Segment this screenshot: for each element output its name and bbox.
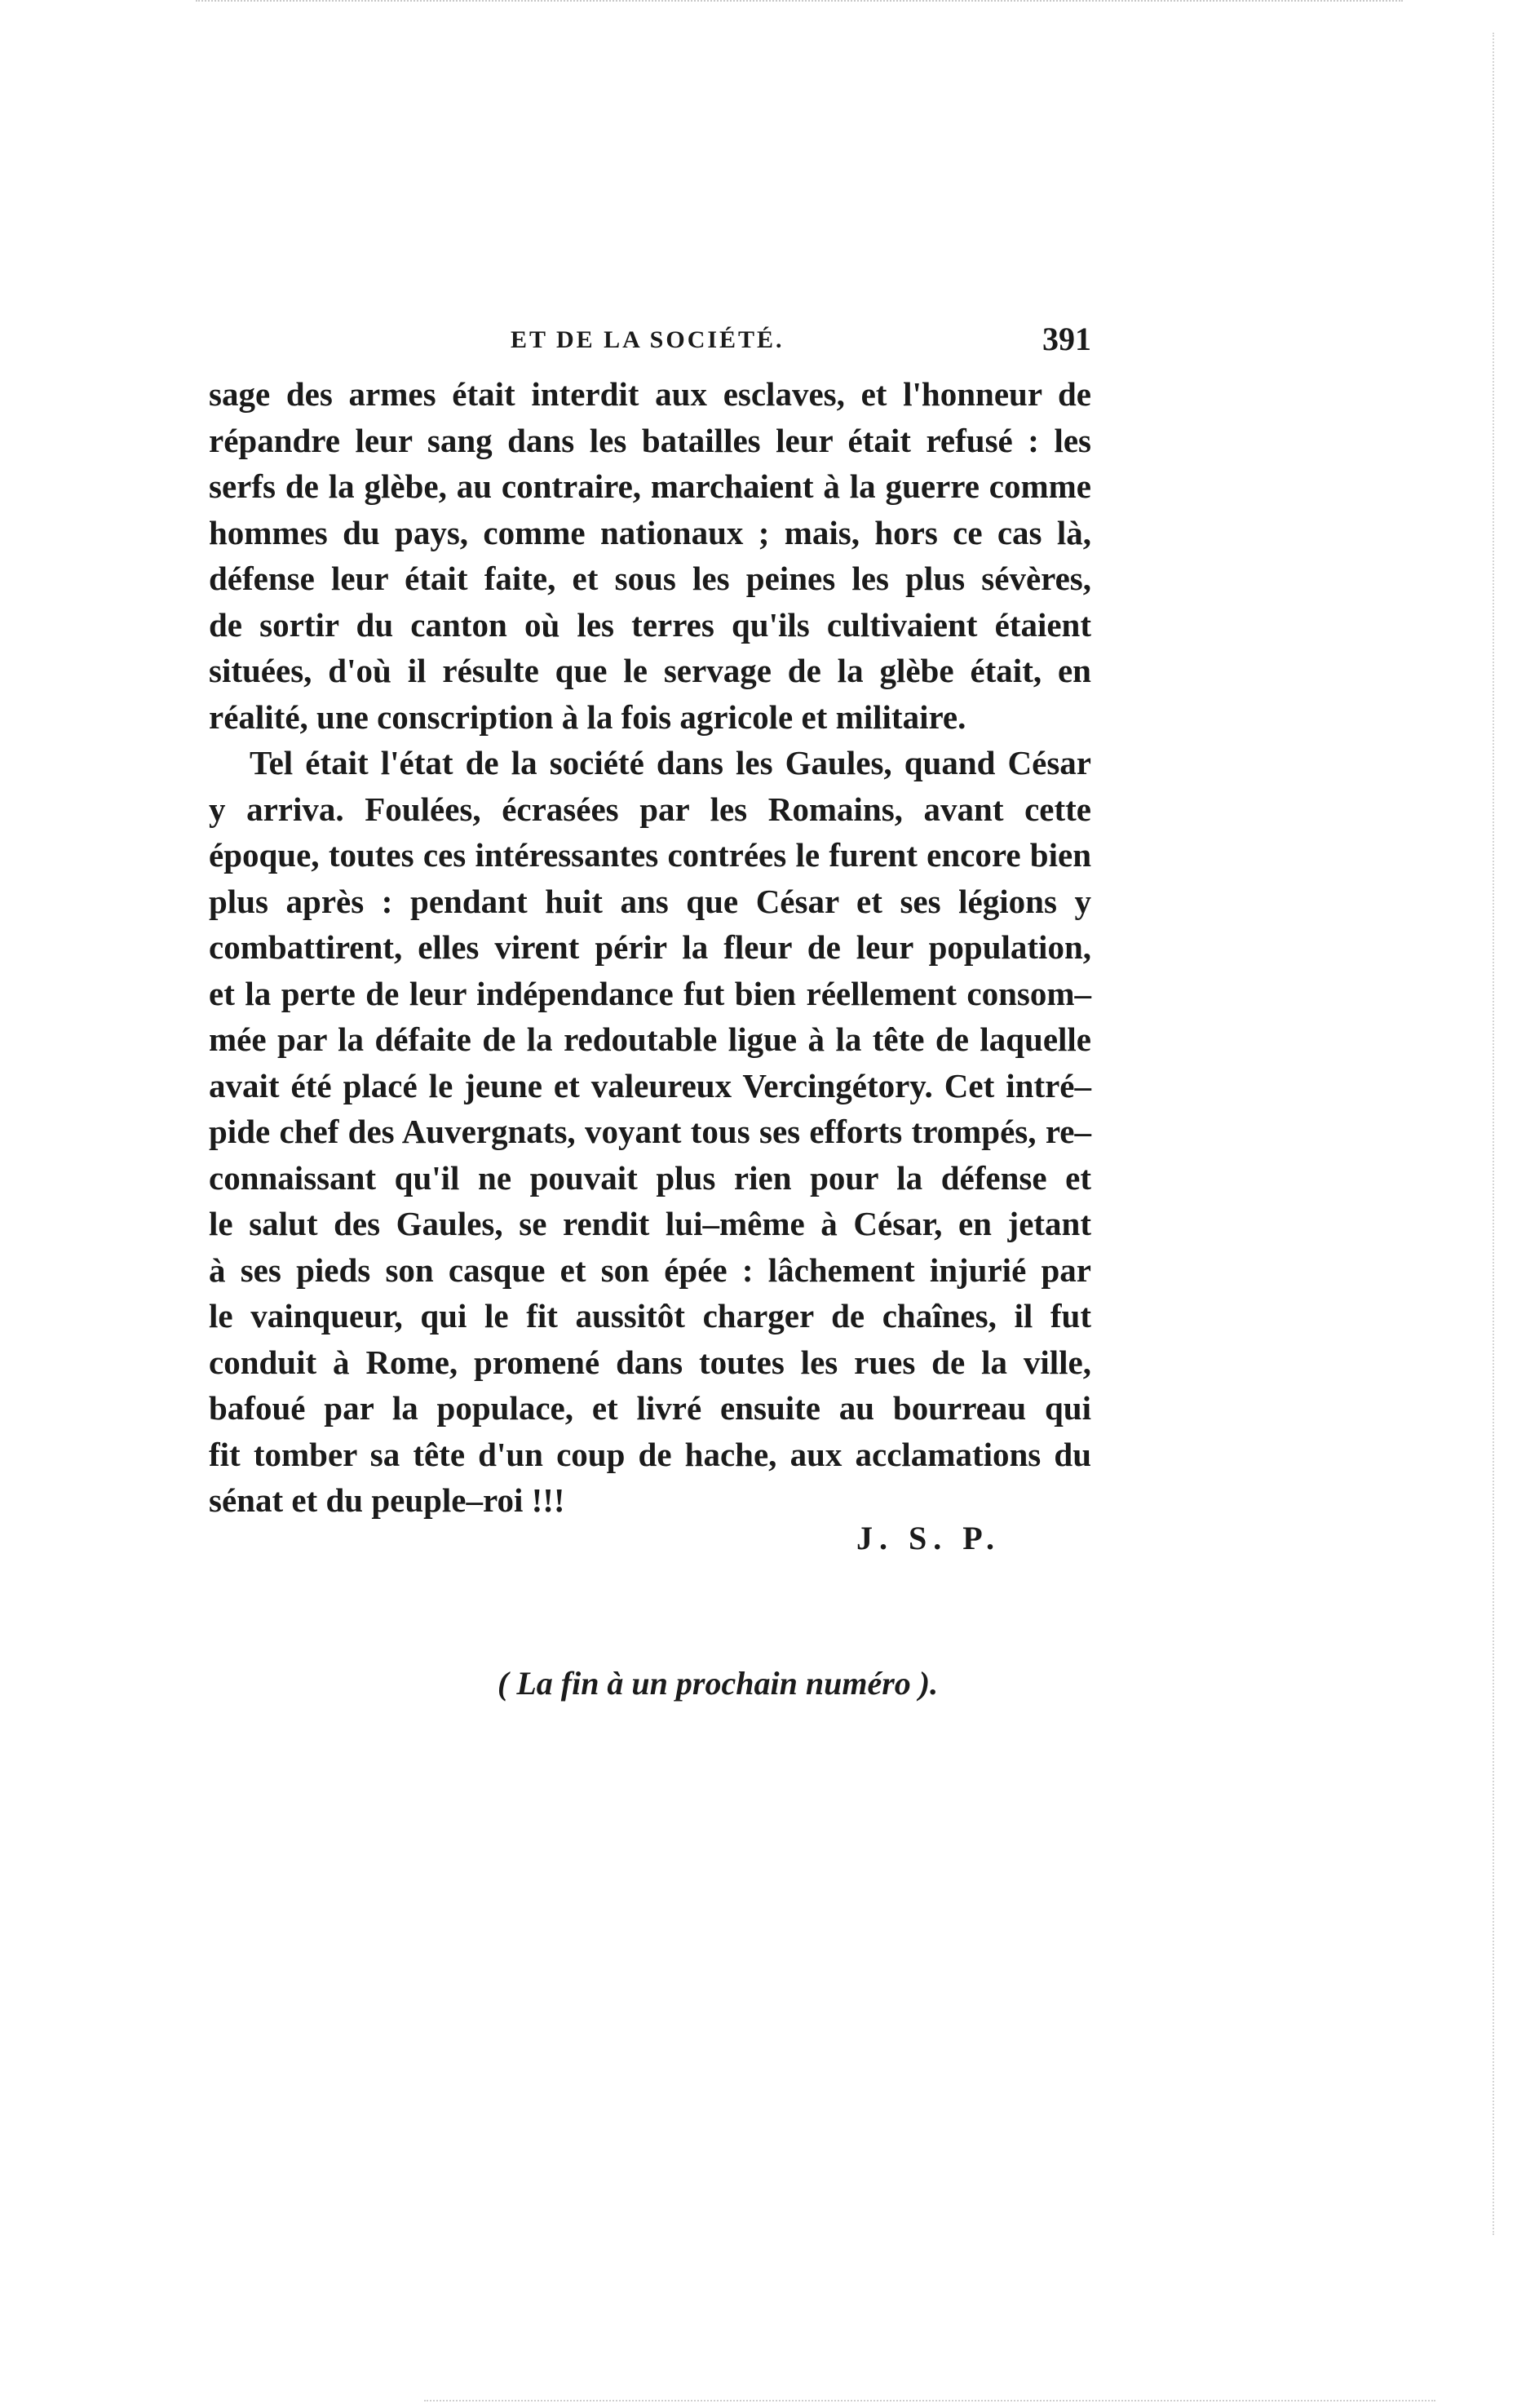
- running-title: ET DE LA SOCIÉTÉ.: [511, 326, 785, 353]
- scan-edge-bottom: [424, 2400, 1435, 2405]
- continuation-note: ( La fin à un prochain numéro ).: [498, 1665, 939, 1702]
- text-line: le vainqueur, qui le fit aussitôt charger de chaînes, il fut: [209, 1297, 1091, 1335]
- scan-edge-top: [196, 0, 1403, 5]
- text-line: combattirent, elles virent périr la fleur de leur population,: [209, 928, 1091, 966]
- text-line: à ses pieds son casque et son épée : lâchement injurié par: [209, 1250, 1091, 1289]
- text-line: sénat et du peuple–roi !!!: [209, 1481, 565, 1519]
- text-line: bafoué par la populace, et livré ensuite au bourreau qui: [209, 1389, 1091, 1427]
- text-line: mée par la défaite de la redoutable ligue à la tête de laquelle: [209, 1020, 1091, 1058]
- body-text: [209, 371, 1091, 1524]
- scan-edge-right: [1493, 33, 1496, 2235]
- text-line: pide chef des Auvergnats, voyant tous ses efforts trompés, re–: [209, 1113, 1091, 1150]
- text-line: plus après : pendant huit ans que César et ses légions y: [209, 882, 1091, 920]
- text-line: serfs de la glèbe, au contraire, marchaient à la guerre comme: [209, 467, 1091, 505]
- text-line: époque, toutes ces intéressantes contrées le furent encore bien: [209, 836, 1091, 874]
- text-line: situées, d'où il résulte que le servage de la glèbe était, en: [209, 652, 1091, 689]
- text-line: connaissant qu'il ne pouvait plus rien pour la défense et: [209, 1158, 1091, 1197]
- author-signature: J. S. P.: [856, 1520, 1002, 1556]
- text-line: de sortir du canton où les terres qu'ils cultivaient étaient: [209, 605, 1091, 644]
- text-line: y arriva. Foulées, écrasées par les Romains, avant cette: [209, 790, 1091, 828]
- text-line: hommes du pays, comme nationaux ; mais, hors ce cas là,: [209, 513, 1091, 551]
- page-number: 391: [1042, 321, 1091, 357]
- text-line: fit tomber sa tête d'un coup de hache, aux acclamations du: [209, 1435, 1091, 1473]
- text-line: conduit à Rome, promené dans toutes les rues de la ville,: [209, 1343, 1091, 1381]
- text-line: sage des armes était interdit aux esclaves, et l'honneur de: [209, 375, 1091, 413]
- text-line: et la perte de leur indépendance fut bien réellement consom–: [209, 974, 1091, 1012]
- text-line: défense leur était faite, et sous les peines les plus sévères,: [209, 560, 1091, 597]
- paragraph-start-line: Tel était l'état de la société dans les Gaules, quand César: [250, 744, 1091, 781]
- text-line: réalité, une conscription à la fois agricole et militaire.: [209, 697, 966, 736]
- text-line: répandre leur sang dans les batailles leur était refusé : les: [209, 421, 1091, 459]
- text-line: le salut des Gaules, se rendit lui–même à César, en jetant: [209, 1205, 1091, 1242]
- running-header: [209, 320, 1091, 365]
- text-line: avait été placé le jeune et valeureux Vercingétory. Cet intré–: [209, 1066, 1091, 1104]
